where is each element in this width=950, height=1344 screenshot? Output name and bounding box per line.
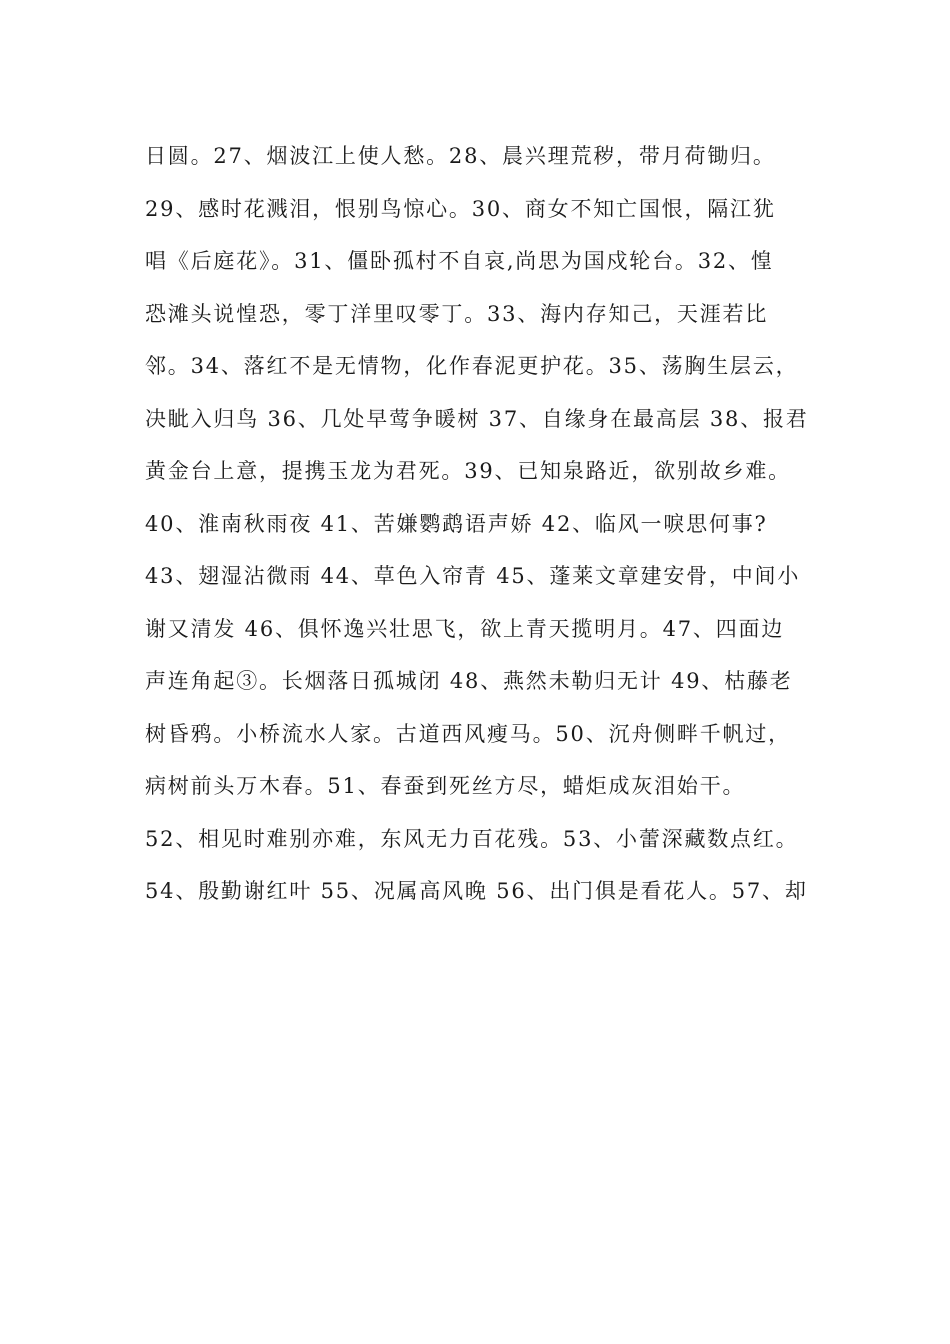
text-line: 声连角起③。长烟落日孤城闭 48、燕然未勒归无计 49、枯藤老	[145, 669, 793, 693]
text-line: 病树前头万木春。51、春蚕到死丝方尽，蜡炬成灰泪始干。	[145, 774, 746, 798]
text-body	[145, 130, 810, 918]
text-line: 唱《后庭花》。31、僵卧孤村不自哀,尚思为国戍轮台。32、惶	[145, 249, 774, 273]
text-line: 43、翅湿沾微雨 44、草色入帘青 45、蓬莱文章建安骨，中间小	[145, 564, 801, 588]
text-line: 40、淮南秋雨夜 41、苦嫌鹦鹉语声娇 42、临风一唳思何事?	[145, 511, 768, 536]
text-line: 恐滩头说惶恐，零丁洋里叹零丁。33、海内存知己，天涯若比	[145, 301, 769, 326]
text-line: 日圆。27、烟波江上使人愁。28、晨兴理荒秽，带月荷锄归。	[145, 144, 776, 168]
text-line: 邻。34、落红不是无情物，化作春泥更护花。35、荡胸生层云，	[145, 354, 799, 378]
text-line: 树昏鸦。小桥流水人家。古道西风瘦马。50、沉舟侧畔千帆过，	[145, 721, 791, 746]
text-line: 29、感时花溅泪，恨别鸟惊心。30、商女不知亡国恨，隔江犹	[145, 196, 776, 221]
text-line: 谢又清发 46、俱怀逸兴壮思飞，欲上青天揽明月。47、四面边	[145, 616, 785, 641]
text-line: 52、相见时难别亦难，东风无力百花残。53、小蕾深藏数点红。	[145, 826, 799, 851]
text-line: 决眦入归鸟 36、几处早莺争暖树 37、自缘身在最高层 38、报君	[145, 406, 809, 431]
text-line: 黄金台上意，提携玉龙为君死。39、已知泉路近，欲别故乡难。	[145, 459, 791, 483]
text-line: 54、殷勤谢红叶 55、况属高风晚 56、出门俱是看花人。57、却	[145, 879, 808, 903]
